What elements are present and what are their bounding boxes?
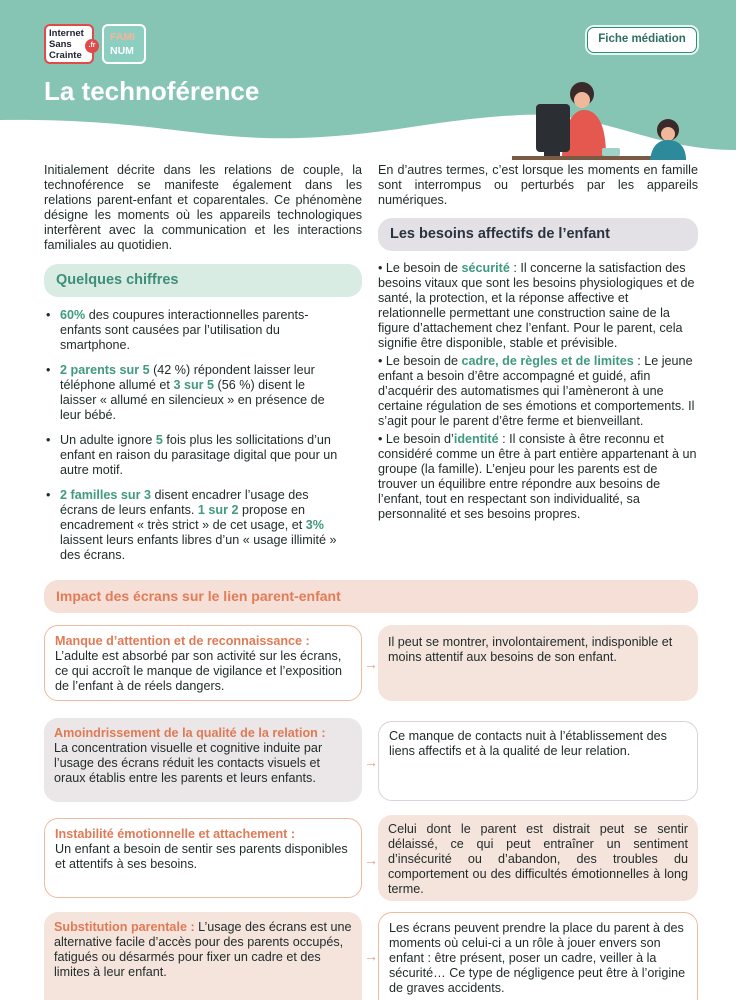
impact-row-left: Substitution parentale : L’usage des écrans est une alternative facile d’accès pour des parents occupés, fatigués ou désarmés pour fixer un cadre et des limites à leur enfant.	[44, 912, 362, 1000]
arrow-right-icon: →	[364, 754, 378, 770]
besoins-list	[378, 261, 698, 525]
parent-child-screen-illustration	[510, 76, 706, 168]
list-item: • Le besoin de cadre, de règles et de limites : Le jeune enfant a besoin d’être accompagné et guidé, afin d’acquérir des automatismes qui l’amèneront à une certaine régulation de ses émotions et comportements. Il s’agit pour le parent d’être ferme et bienveillant.	[378, 354, 695, 428]
impact-row-left: Amoindrissement de la qualité de la relation : La concentration visuelle et cognitive induite par l’usage des écrans réduit les contacts visuels et oraux établis entre les parents et leurs enfants.	[44, 718, 362, 802]
impact-row-title: Amoindrissement de la qualité de la relation :	[54, 726, 326, 740]
chiffres-list	[44, 308, 344, 573]
impact-row-title: Instabilité émotionnelle et attachement :	[55, 827, 296, 841]
impact-row-right: Ce manque de contacts nuit à l’établissement des liens affectifs et à la qualité de leur relation.	[378, 721, 698, 801]
impact-row-title: Substitution parentale :	[54, 920, 195, 934]
intro-right-paragraph: En d’autres termes, c’est lorsque les moments en famille sont interrompus ou perturbés par les appareils numériques.	[378, 163, 698, 207]
list-item: • Le besoin de sécurité : Il concerne la satisfaction des besoins vitaux que sont les besoins physiologiques et de santé, la protection, et la réponse affective et relationnelle permettant une construction saine de la figure d’attachement chez l’enfant. Pour le parent, cela signifie être disponible, stable et prévisible.	[378, 261, 695, 350]
impact-row-right: Les écrans peuvent prendre la place du parent à des moments où celui-ci a un rôle à jouer envers son enfant : être présent, poser un cadre, veiller à la sécurité… Ce type de négligence peut être à l’origine de graves accidents.	[378, 912, 698, 1000]
quelques-chiffres-heading: Quelques chiffres	[44, 264, 362, 297]
besoins-affectifs-heading: Les besoins affectifs de l’enfant	[378, 218, 698, 251]
faminum-logo: FAMI NUM	[102, 24, 146, 64]
intro-paragraph: Initialement décrite dans les relations de couple, la technoférence se manifeste également dans les relations parent-enfant et coparentales. Ce phénomène désigne les moments où les appareils technologiques interfèrent avec la communication et les interactions familiales au quotidien.	[44, 163, 362, 252]
arrow-right-icon: →	[364, 852, 378, 868]
list-item: • Un adulte ignore 5 fois plus les sollicitations d’un enfant en raison du parasitage digital que pour un autre motif.	[44, 433, 344, 478]
impact-row-left: Instabilité émotionnelle et attachement : Un enfant a besoin de sentir ses parents disponibles et attentifs à ses besoins.	[44, 818, 362, 898]
fiche-mediation-badge: Fiche médiation	[587, 27, 697, 53]
impact-heading: Impact des écrans sur le lien parent-enfant	[44, 580, 698, 613]
list-item: • 60% des coupures interactionnelles parents-enfants sont causées par l’utilisation du smartphone.	[44, 308, 344, 353]
list-item: • 2 familles sur 3 disent encadrer l’usage des écrans de leurs enfants. 1 sur 2 propose en encadrement « très strict » de cet usage, et 3% laissent leurs enfants libres d’un « usage illimité » des écrans.	[44, 488, 344, 563]
arrow-right-icon: →	[364, 656, 378, 672]
arrow-right-icon: →	[364, 948, 378, 964]
internet-sans-crainte-logo: Internet Sans Crainte .fr	[44, 24, 94, 64]
impact-row-right: Il peut se montrer, involontairement, indisponible et moins attentif aux besoins de son enfant.	[378, 625, 698, 701]
list-item: • Le besoin d’identité : Il consiste à être reconnu et considéré comme un être à part entière appartenant à un groupe (la famille). L’enjeu pour les parents est de trouver un équilibre entre répondre aux besoins de l’enfant, tout en respectant son individualité, sa personnalité et ses besoins propres.	[378, 432, 697, 521]
impact-row-title: Manque d’attention et de reconnaissance :	[55, 634, 310, 648]
impact-row-left: Manque d’attention et de reconnaissance : L’adulte est absorbé par son activité sur les écrans, ce qui accroît le manque de vigilance et l’exposition de l’enfant à de réels dangers.	[44, 625, 362, 701]
impact-row-right: Celui dont le parent est distrait peut se sentir délaissé, ce qui peut entraîner un sentiment d’insécurité ou d’abandon, des troubles du comportement ou des difficultés émotionnelles à long terme.	[378, 815, 698, 901]
list-item: • 2 parents sur 5 (42 %) répondent laisser leur téléphone allumé et 3 sur 5 (56 %) disent le laisser « allumé en silencieux » en présence de leur bébé.	[44, 363, 344, 423]
page-title: La technoférence	[44, 76, 260, 106]
